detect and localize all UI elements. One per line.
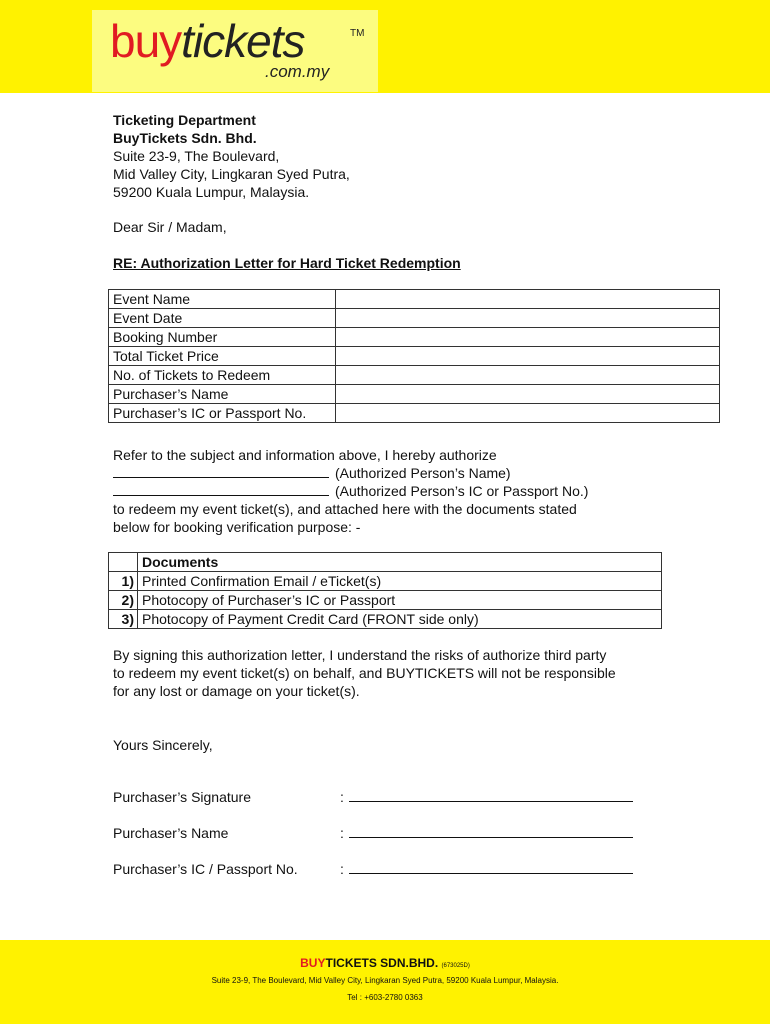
detail-label: No. of Tickets to Redeem	[109, 366, 336, 385]
purchaser-ic-label: Purchaser’s IC / Passport No.	[113, 861, 298, 877]
documents-header: Documents	[138, 553, 662, 572]
table-row	[109, 572, 662, 591]
doc-text: Photocopy of Payment Credit Card (FRONT side only)	[138, 610, 662, 629]
colon: :	[340, 825, 344, 841]
table-row	[109, 290, 720, 309]
brand-logo	[110, 15, 305, 67]
doc-number: 1)	[109, 572, 138, 591]
footer-registration: (673025D)	[441, 963, 470, 969]
footer-company-buy: BUY	[300, 956, 326, 970]
detail-value-field[interactable]	[336, 328, 720, 347]
details-table	[108, 289, 720, 423]
authorized-name-line	[113, 464, 588, 482]
detail-value-field[interactable]	[336, 404, 720, 423]
footer-banner	[0, 940, 770, 1024]
logo-domain: .com.my	[265, 62, 330, 81]
detail-label: Event Date	[109, 309, 336, 328]
table-row	[109, 610, 662, 629]
recipient-address	[113, 111, 350, 201]
footer-address: Suite 23-9, The Boulevard, Mid Valley City, Lingkaran Syed Putra, 59200 Kuala Lumpur, Malaysia.	[211, 976, 559, 985]
authorization-text: to redeem my event ticket(s), and attached here with the documents stated	[113, 501, 577, 517]
subject-line: RE: Authorization Letter for Hard Ticket Redemption	[113, 255, 461, 271]
detail-label: Total Ticket Price	[109, 347, 336, 366]
table-row	[109, 347, 720, 366]
detail-value-field[interactable]	[336, 366, 720, 385]
table-row	[109, 404, 720, 423]
detail-value-field[interactable]	[336, 385, 720, 404]
table-row	[109, 328, 720, 347]
purchaser-name-label: Purchaser’s Name	[113, 825, 229, 841]
table-row	[109, 553, 662, 572]
authorized-name-label: (Authorized Person’s Name)	[335, 465, 511, 481]
detail-label: Purchaser’s Name	[109, 385, 336, 404]
recipient-postcode: 59200 Kuala Lumpur, Malaysia.	[113, 184, 310, 200]
authorization-text: below for booking verification purpose: -	[113, 519, 361, 535]
signature-label: Purchaser’s Signature	[113, 789, 252, 805]
table-row	[109, 591, 662, 610]
detail-value-field[interactable]	[336, 290, 720, 309]
disclaimer-text: By signing this authorization letter, I understand the risks of authorize third party	[113, 647, 607, 663]
footer-telephone: Tel : +603-2780 0363	[347, 993, 423, 1002]
doc-number: 3)	[109, 610, 138, 629]
disclaimer-text: for any lost or damage on your ticket(s).	[113, 683, 360, 699]
closing: Yours Sincerely,	[113, 737, 213, 753]
doc-number	[109, 553, 138, 572]
recipient-city: Mid Valley City, Lingkaran Syed Putra,	[113, 166, 350, 182]
detail-label: Event Name	[109, 290, 336, 309]
doc-text: Photocopy of Purchaser’s IC or Passport	[138, 591, 662, 610]
documents-table	[108, 552, 662, 629]
recipient-street: Suite 23-9, The Boulevard,	[113, 148, 280, 164]
authorized-ic-label: (Authorized Person’s IC or Passport No.)	[335, 483, 589, 499]
colon: :	[340, 789, 344, 805]
signature-row	[113, 789, 344, 805]
table-row	[109, 385, 720, 404]
recipient-department: Ticketing Department	[113, 112, 256, 128]
greeting: Dear Sir / Madam,	[113, 219, 227, 235]
detail-value-field[interactable]	[336, 309, 720, 328]
detail-value-field[interactable]	[336, 347, 720, 366]
disclaimer-paragraph	[113, 646, 616, 700]
disclaimer-text: to redeem my event ticket(s) on behalf, and BUYTICKETS will not be responsible	[113, 665, 616, 681]
table-row	[109, 309, 720, 328]
purchaser-name-row	[113, 825, 344, 841]
authorized-ic-field[interactable]	[113, 482, 329, 496]
logo-trademark: TM	[350, 28, 365, 39]
doc-number: 2)	[109, 591, 138, 610]
authorized-ic-line	[113, 482, 588, 500]
doc-text: Printed Confirmation Email / eTicket(s)	[138, 572, 662, 591]
logo-tickets: tickets	[181, 15, 305, 67]
recipient-company: BuyTickets Sdn. Bhd.	[113, 130, 257, 146]
logo-buy: buy	[110, 15, 182, 67]
authorized-name-field[interactable]	[113, 464, 329, 478]
purchaser-ic-field[interactable]	[349, 873, 633, 874]
purchaser-ic-row	[113, 861, 344, 877]
colon: :	[340, 861, 344, 877]
detail-label: Booking Number	[109, 328, 336, 347]
footer-company-rest: TICKETS SDN.BHD.	[325, 956, 439, 970]
footer-company	[0, 956, 770, 970]
detail-label: Purchaser’s IC or Passport No.	[109, 404, 336, 423]
authorization-paragraph	[113, 446, 588, 536]
authorization-intro: Refer to the subject and information above, I hereby authorize	[113, 447, 497, 463]
table-row	[109, 366, 720, 385]
signature-field[interactable]	[349, 801, 633, 802]
purchaser-name-field[interactable]	[349, 837, 633, 838]
